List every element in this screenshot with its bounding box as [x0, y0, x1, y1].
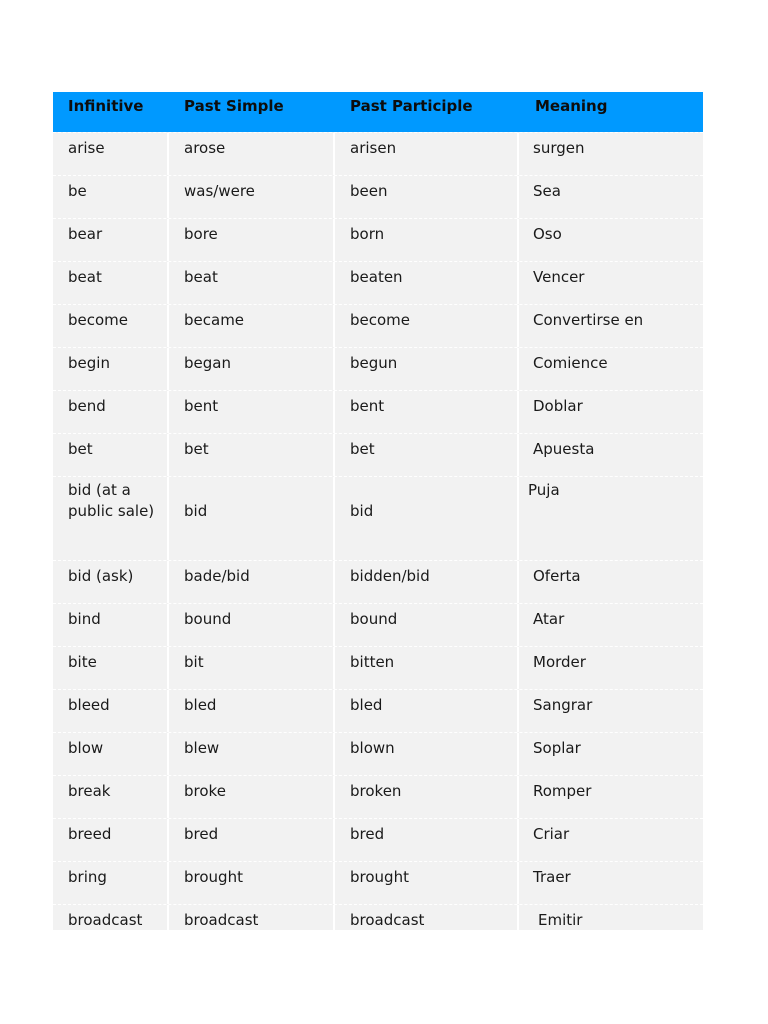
infinitive-cell: breed	[53, 819, 169, 861]
past-simple-cell: bit	[169, 647, 335, 689]
past-participle-cell: become	[335, 305, 519, 347]
past-simple-cell: bred	[169, 819, 335, 861]
past-simple-cell: bore	[169, 219, 335, 261]
meaning-cell: Sangrar	[533, 696, 593, 714]
table-row	[53, 818, 703, 861]
infinitive-cell: bet	[53, 434, 169, 476]
meaning-cell: Traer	[533, 868, 571, 886]
past-participle-cell: begun	[335, 348, 519, 390]
past-participle-cell: bent	[335, 391, 519, 433]
past-simple-cell: bid	[169, 477, 335, 560]
infinitive-cell: be	[53, 176, 169, 218]
meaning-cell: Sea	[533, 182, 561, 200]
infinitive-cell: bid (ask)	[53, 561, 169, 603]
infinitive-cell: bite	[53, 647, 169, 689]
infinitive-cell: bend	[53, 391, 169, 433]
meaning-cell: Convertirse en	[533, 311, 644, 329]
table-row	[53, 476, 703, 560]
infinitive-cell: break	[53, 776, 169, 818]
past-simple-cell: brought	[169, 862, 335, 904]
past-simple-cell: was/were	[169, 176, 335, 218]
table-row	[53, 904, 703, 930]
past-simple-cell: broke	[169, 776, 335, 818]
meaning-cell: Soplar	[533, 739, 581, 757]
past-simple-cell: bled	[169, 690, 335, 732]
table-row	[53, 646, 703, 689]
past-participle-cell: bound	[335, 604, 519, 646]
table-row	[53, 390, 703, 433]
meaning-cell: Oso	[533, 225, 562, 243]
irregular-verbs-table	[53, 92, 703, 930]
meaning-cell: Apuesta	[533, 440, 595, 458]
infinitive-cell: broadcast	[53, 905, 169, 930]
past-simple-cell: blew	[169, 733, 335, 775]
table-header-row	[53, 92, 703, 132]
past-simple-cell: broadcast	[169, 905, 335, 930]
past-participle-cell: bid	[335, 477, 519, 560]
infinitive-cell: bear	[53, 219, 169, 261]
past-participle-cell: blown	[335, 733, 519, 775]
table-row	[53, 347, 703, 390]
past-participle-cell: bred	[335, 819, 519, 861]
infinitive-cell: arise	[53, 133, 169, 175]
past-participle-cell: bidden/bid	[335, 561, 519, 603]
past-simple-cell: became	[169, 305, 335, 347]
header-meaning: Meaning	[535, 97, 608, 115]
infinitive-cell: blow	[53, 733, 169, 775]
meaning-cell: Atar	[533, 610, 565, 628]
past-simple-cell: began	[169, 348, 335, 390]
past-simple-cell: bet	[169, 434, 335, 476]
infinitive-cell: become	[53, 305, 169, 347]
meaning-cell: Romper	[533, 782, 592, 800]
meaning-cell: Puja	[528, 481, 560, 499]
past-participle-cell: bitten	[335, 647, 519, 689]
past-simple-cell: bade/bid	[169, 561, 335, 603]
header-infinitive: Infinitive	[68, 97, 144, 115]
infinitive-cell: bid (at a public sale)	[53, 477, 169, 560]
past-participle-cell: broken	[335, 776, 519, 818]
past-participle-cell: bet	[335, 434, 519, 476]
table-row	[53, 218, 703, 261]
header-past-simple: Past Simple	[184, 97, 284, 115]
table-row	[53, 603, 703, 646]
table-row	[53, 175, 703, 218]
table-row	[53, 304, 703, 347]
table-row	[53, 732, 703, 775]
table-row	[53, 433, 703, 476]
infinitive-cell: begin	[53, 348, 169, 390]
past-participle-cell: born	[335, 219, 519, 261]
infinitive-cell: bind	[53, 604, 169, 646]
infinitive-cell: bleed	[53, 690, 169, 732]
table-row	[53, 560, 703, 603]
table-row	[53, 261, 703, 304]
meaning-cell: Criar	[533, 825, 570, 843]
header-past-participle: Past Participle	[350, 97, 473, 115]
table-row	[53, 775, 703, 818]
past-simple-cell: bent	[169, 391, 335, 433]
meaning-cell: Vencer	[533, 268, 585, 286]
meaning-cell: Morder	[533, 653, 586, 671]
past-participle-cell: beaten	[335, 262, 519, 304]
past-simple-cell: beat	[169, 262, 335, 304]
infinitive-cell: beat	[53, 262, 169, 304]
past-simple-cell: bound	[169, 604, 335, 646]
table-row	[53, 689, 703, 732]
meaning-cell: Emitir	[538, 911, 583, 929]
table-row	[53, 132, 703, 175]
past-simple-cell: arose	[169, 133, 335, 175]
past-participle-cell: brought	[335, 862, 519, 904]
past-participle-cell: broadcast	[335, 905, 519, 930]
meaning-cell: Comience	[533, 354, 608, 372]
table-row	[53, 861, 703, 904]
infinitive-cell: bring	[53, 862, 169, 904]
meaning-cell: surgen	[533, 139, 585, 157]
past-participle-cell: bled	[335, 690, 519, 732]
meaning-cell: Oferta	[533, 567, 581, 585]
meaning-cell: Doblar	[533, 397, 583, 415]
past-participle-cell: been	[335, 176, 519, 218]
past-participle-cell: arisen	[335, 133, 519, 175]
